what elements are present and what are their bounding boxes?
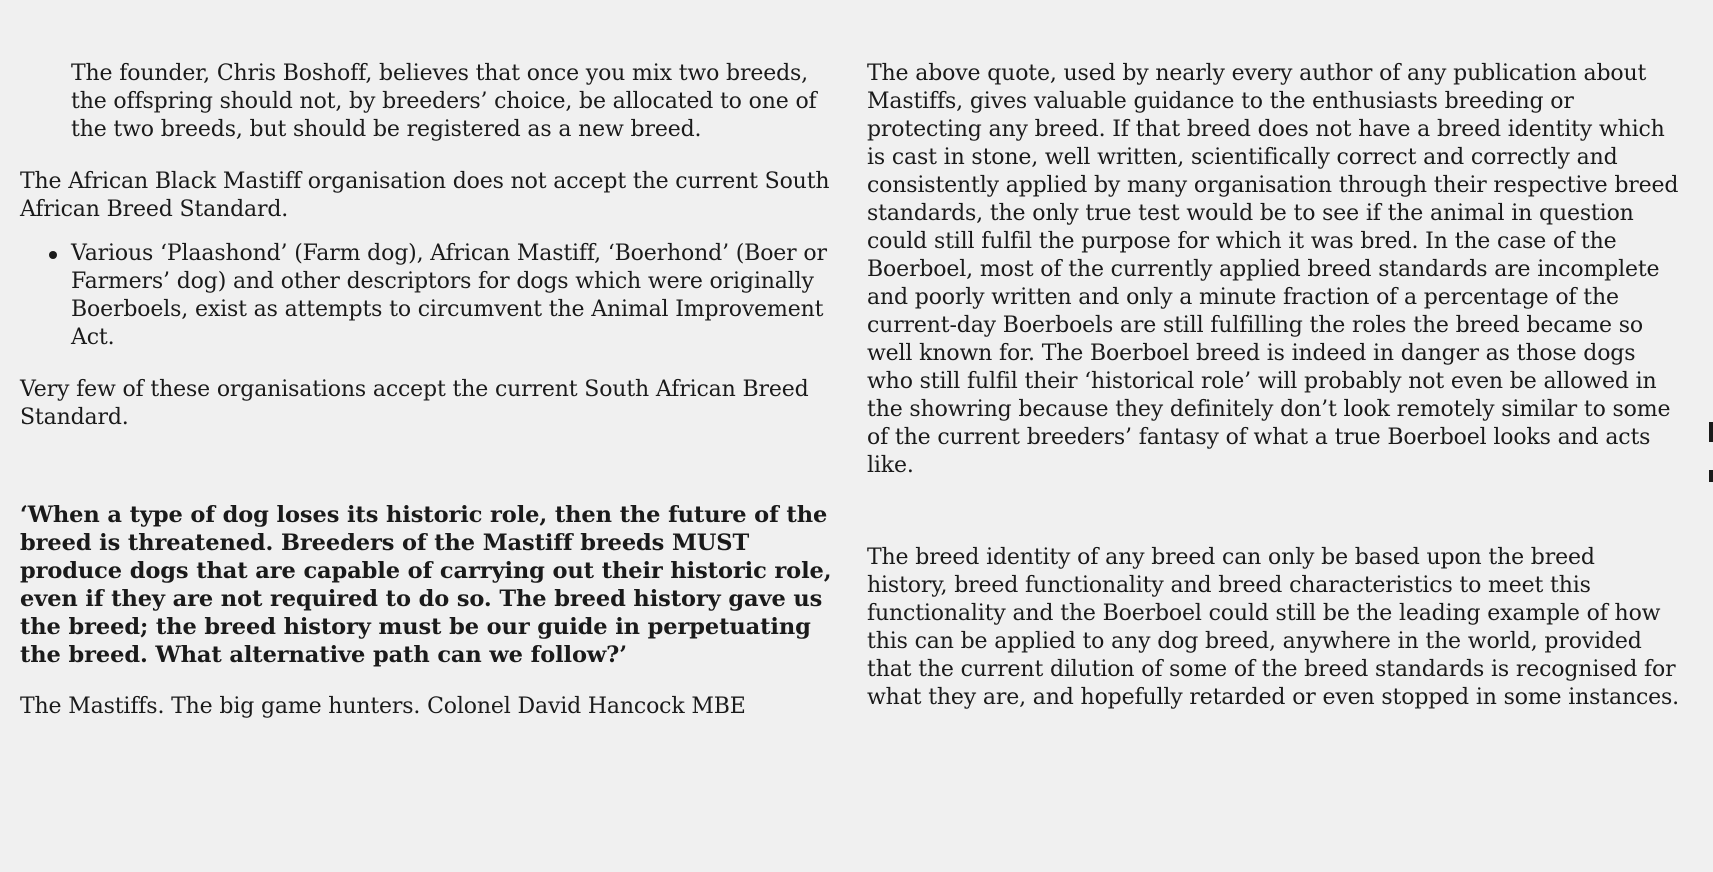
text-cursor-mark: [1709, 422, 1713, 442]
paragraph-breed-identity: The breed identity of any breed can only be based upon the breed history, breed functionality and breed characteristics to meet this functionality and the Boerboel could still be the leading example of how this can be applied to any dog breed, anywhere in the world, provided that the current dilution of some of the breed standards is recognised for what they are, and hopefully retarded or even stopped in some instances.: [867, 545, 1679, 710]
text-cursor-mark-lower: [1709, 470, 1713, 482]
bullet-icon: [49, 251, 57, 259]
list-item: [71, 240, 835, 352]
paragraph-above-quote: The above quote, used by nearly every author of any publication about Mastiffs, gives valuable guidance to the enthusiasts breeding or protecting any breed. If that breed does not have a breed identity which is cast in stone, well written, scientifically correct and correctly and consistently applied by many organisation through their respective breed standards, the only true test would be to see if the animal in question could still fulfil the purpose for which it was bred. In the case of the Boerboel, most of the currently applied breed standards are incomplete and poorly written and only a minute fraction of a percentage of the current-day Boerboels are still fulfilling the roles the breed became so well known for. The Boerboel breed is indeed in danger as those dogs who still fulfil their ‘historical role’ will probably not even be allowed in the showring because they definitely don’t look remotely similar to some of the current breeders’ fantasy of what a true Boerboel looks and acts like.: [867, 61, 1679, 478]
right-column: [867, 60, 1679, 712]
block-quote: ‘When a type of dog loses its historic role, then the future of the breed is threatened. Breeders of the Mastiff breeds MUST produce dogs that are capable of carrying out their historic role, even if they are not required to do so. The breed history gave us the breed; the breed history must be our guide in perpetuating the breed. What alternative path can we follow?’: [20, 502, 832, 668]
paragraph-african-black-mastiff: The African Black Mastiff organisation does not accept the current South African Breed Standard.: [20, 169, 830, 222]
quote-citation: The Mastiffs. The big game hunters. Colonel David Hancock MBE: [20, 694, 746, 719]
left-column: [20, 60, 835, 721]
paragraph-very-few-organisations: Very few of these organisations accept the current South African Breed Standard.: [20, 377, 809, 430]
bullet-list: [20, 240, 835, 352]
list-item-text: Various ‘Plaashond’ (Farm dog), African Mastiff, ‘Boerhond’ (Boer or Farmers’ dog) and other descriptors for dogs which were originally Boerboels, exist as attempts to circumvent the Animal Improvement Act.: [71, 241, 827, 350]
indented-paragraph: The founder, Chris Boshoff, believes that once you mix two breeds, the offspring should not, by breeders’ choice, be allocated to one of the two breeds, but should be registered as a new breed.: [71, 61, 817, 142]
